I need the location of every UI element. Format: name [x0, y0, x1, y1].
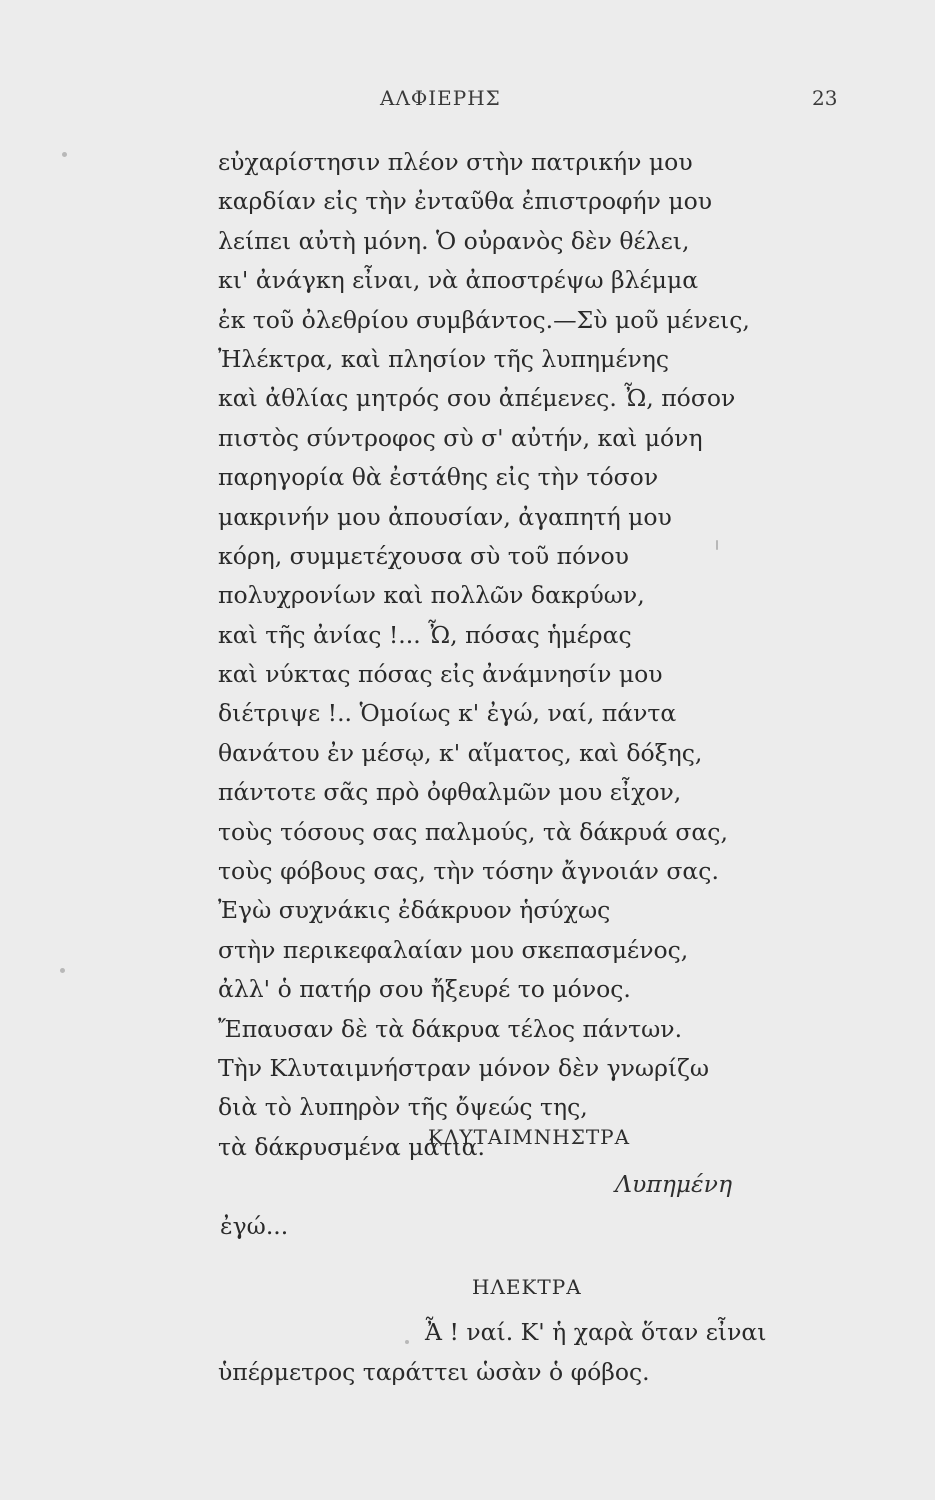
text-line: μακρινήν μου ἀπουσίαν, ἀγαπητή μου	[218, 502, 672, 531]
paper-speck	[62, 152, 67, 157]
text-line: ἐκ τοῦ ὀλεθρίου συμβάντος.—Σὺ μοῦ μένεις,	[218, 305, 750, 334]
text-line: εὐχαρίστησιν πλέον στὴν πατρικήν μου	[218, 148, 693, 176]
text-line: καὶ τῆς ἀνίας !... Ὦ, πόσας ἡμέρας	[218, 620, 632, 649]
paper-speck	[405, 1340, 409, 1344]
stage-direction: Λυπημένη	[615, 1170, 733, 1198]
text-line: τοὺς τόσους σας παλμούς, τὰ δάκρυά σας,	[218, 817, 728, 846]
text-line: πάντοτε σᾶς πρὸ ὀφθαλμῶν μου εἶχον,	[218, 778, 682, 807]
text-line: καρδίαν εἰς τὴν ἐνταῦθα ἐπιστροφήν μου	[218, 187, 713, 216]
text-line: καὶ ἀθλίας μητρός σου ἀπέμενες. Ὦ, πόσον	[218, 384, 736, 413]
text-line: Ἔπαυσαν δὲ τὰ δάκρυα τέλος πάντων.	[218, 1014, 683, 1043]
text-line: θανάτου ἐν μέσῳ, κ' αἵματος, καὶ δόξης,	[218, 738, 703, 767]
text-line: πιστὸς σύντροφος σὺ σ' αὐτήν, καὶ μόνη	[218, 423, 703, 452]
speaker-name-electra: ΗΛΕΚΤΡΑ	[472, 1275, 582, 1299]
running-title: ΑΛΦΙΕΡΗΣ	[380, 86, 501, 110]
paper-speck	[60, 968, 65, 973]
page-number: 23	[812, 86, 838, 110]
text-line: πολυχρονίων καὶ πολλῶν δακρύων,	[218, 581, 645, 610]
text-line: λείπει αὐτὴ μόνη. Ὁ οὐρανὸς δὲν θέλει,	[218, 226, 690, 255]
speaker-name-clytemnestra: ΚΛΥΤΑΙΜΝΗΣΤΡΑ	[428, 1125, 631, 1149]
paper-speck	[716, 540, 718, 550]
body-text	[218, 143, 838, 1167]
text-line: Ἐγὼ συχνάκις ἐδάκρυον ἡσύχως	[218, 896, 611, 925]
text-line: κι' ἀνάγκη εἶναι, νὰ ἀποστρέψω βλέμμα	[218, 266, 699, 295]
text-line: Ἠλέκτρα, καὶ πλησίον τῆς λυπημένης	[218, 344, 670, 373]
dialogue-line: ὑπέρμετρος ταράττει ὡσὰν ὁ φόβος.	[218, 1358, 650, 1386]
text-line: κόρη, συμμετέχουσα σὺ τοῦ πόνου	[218, 541, 629, 570]
text-line: τοὺς φόβους σας, τὴν τόσην ἄγνοιάν σας.	[218, 857, 719, 886]
dialogue-line: Ἆ ! ναί. Κ' ἡ χαρὰ ὅταν εἶναι	[425, 1318, 767, 1346]
text-line: διὰ τὸ λυπηρὸν τῆς ὄψεώς της,	[218, 1093, 588, 1122]
running-head	[0, 86, 935, 116]
dialogue-fragment: ἐγώ...	[220, 1212, 289, 1240]
text-line: τὰ δάκρυσμένα μάτια.	[218, 1132, 485, 1161]
text-line: παρηγορία θὰ ἐστάθης εἰς τὴν τόσον	[218, 463, 659, 492]
text-line: καὶ νύκτας πόσας εἰς ἀνάμνησίν μου	[218, 660, 663, 689]
text-line: Τὴν Κλυταιμνήστραν μόνον δὲν γνωρίζω	[218, 1053, 709, 1082]
text-line: ἀλλ' ὁ πατήρ σου ἤξευρέ το μόνος.	[218, 975, 631, 1004]
text-line: διέτριψε !.. Ὁμοίως κ' ἐγώ, ναί, πάντα	[218, 699, 677, 728]
text-line: στὴν περικεφαλαίαν μου σκεπασμένος,	[218, 935, 689, 964]
